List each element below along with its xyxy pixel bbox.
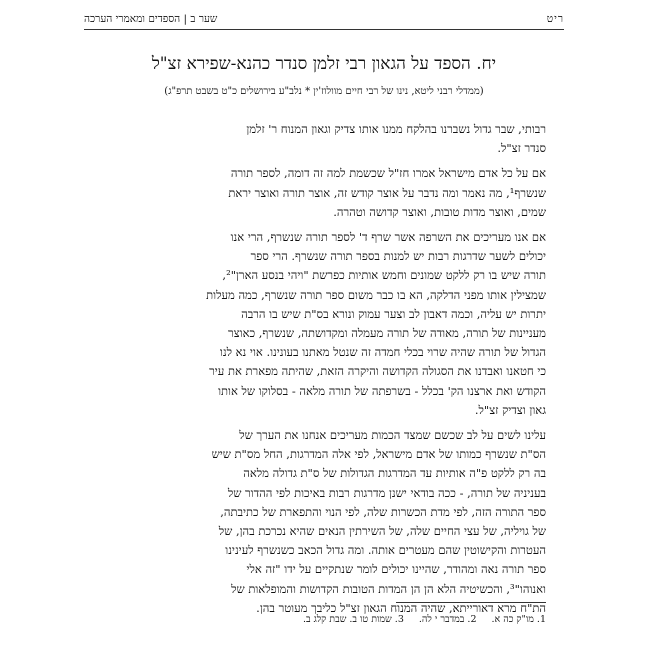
text-line: הס"ת שנשרף כמותו של אדם מישראל, לפי אלה המדרגות, החל מס"ת שיש — [211, 447, 546, 462]
running-head-title: שער ב | הספדים ומאמרי הערכה — [84, 13, 218, 25]
text-line: ואנוהו"³, והכשיטיה הלא הן הן המדות הטובות הקדושות והמופלאות של — [231, 581, 546, 596]
footnote-divider — [396, 602, 546, 603]
text-line: רבותי, שבר גדול נשברנו בהלקח ממנו אותו צדיק וגאון המנוח ר' זלמן — [246, 122, 546, 136]
footnote-1: 1. מו"ק כה א. — [491, 614, 546, 625]
text-line: כי חטאנו ואבדנו את הסגולה הקדושה והיקרה הזאת, שהיתה מפארת את עיר — [209, 364, 546, 379]
text-line: יכולים לשער שדרגות רבות יש למנות בספר תורה שנשרף. הרי ספר — [250, 249, 546, 264]
body-text — [104, 120, 546, 624]
text-line: שנשרף¹, מה נאמר ומה נדבר על אוצר קודש זה, אוצר תורה ואוצר יראת — [228, 185, 546, 200]
text-line: הקודש ואת ארצנו הק' בכלל - בשרפתה של תורה מלאה - בסלוקו של אותו — [218, 383, 546, 398]
text-line: ספר תורה נאה ומהודר, שהיינו יכולים לומר שנתקיים על ידו "זה אלי — [246, 562, 546, 577]
body-paragraph — [104, 426, 546, 618]
text-line: ספר התורה הזה, לפי מדת הכשרות שלה, לפי הנוי והתפארת של כתיבתה, — [220, 504, 546, 519]
body-paragraph — [104, 228, 546, 420]
text-line: אם אנו מעריכים את השרפה אשר שרף ד' לספר תורה שנשרף, הרי אנו — [230, 230, 546, 245]
text-line: הת"ח מרא דאורייתא, שהיה המנוח הגאון זצ"ל כליבך מעוטר בהן. — [256, 600, 546, 615]
text-line: יתרות יש עליה, וכמה דאבון לב וצער עמוק ונורא בס"ת שיש בו הרבה — [241, 306, 546, 321]
page-number: ריט — [546, 13, 564, 25]
text-line: שמים, ואוצר מדות טובות, ואוצר קדושה וטהרה. — [333, 204, 546, 219]
header-divider — [84, 29, 564, 30]
text-line: עלינו לשים על לב שכשם שמצד הכמות מעריכים אנחנו את הערך של — [239, 428, 546, 443]
text-line: מעניינות של תורה, מאודה של תורה מעמלה ומקדושתה, שנשרף, כאוצר — [227, 326, 546, 341]
text-line: אם על כל אדם מישראל אמרו חז"ל שכשמת למה זה דומה, לספר תורה — [230, 166, 546, 181]
running-head — [84, 10, 564, 28]
text-line: סנדר זצ"ל. — [497, 141, 546, 156]
footnotes — [104, 614, 546, 625]
footnote-2: 2. במדבר י לה. — [418, 614, 477, 625]
text-line: הגדול של תורה שהיה שרוי בכלי חמדה זה שנטל מאתנו בעונינו. אוי נא לנו — [219, 345, 546, 360]
chapter-title: יח. הספד על הגאון רבי זלמן סנדר כהנא-שפירא זצ"ל — [151, 54, 497, 74]
chapter-subtitle: (ממדלי רבני ליטא, נינו של רבי חיים מוולוז'ין * נלב"ע בירושלים כ"ט בשבט תרפ"ג) — [164, 86, 484, 97]
text-line: בעניניה של תורה, - ככה בודאי ישנן מדרגות רבות באיכות לפי ההדור של — [227, 485, 546, 500]
footnote-3: 3. שמות טו ב. שבת קלג ב. — [302, 614, 404, 625]
text-line: העטרות והקישוטין שהם מעטרים אותה. ומה גדול הכאב כשנשרף לעינינו — [225, 543, 546, 558]
text-line: של גויליה, של עצי החיים שלה, של השירתין הנאים שהיא נכרכת בהן, של — [218, 524, 546, 539]
body-paragraph — [104, 164, 546, 222]
text-line: גאון וצדיק זצ"ל. — [474, 402, 546, 417]
text-line: תורה שיש בו רק ללקט שמונים וחמש אותיות כפרשת "ויהי בנסע הארן"², — [222, 268, 546, 283]
text-line: בה רק ללקט פ"ה אותיות עד המדרגות הגדולות של ס"ת גדולה מלאה — [243, 466, 546, 481]
body-paragraph — [104, 120, 546, 158]
text-line: שמצילין אותו מפני הדלקה, הא בו כבר משום ספר תורה שנשרף, כמה מעלות — [206, 287, 546, 302]
